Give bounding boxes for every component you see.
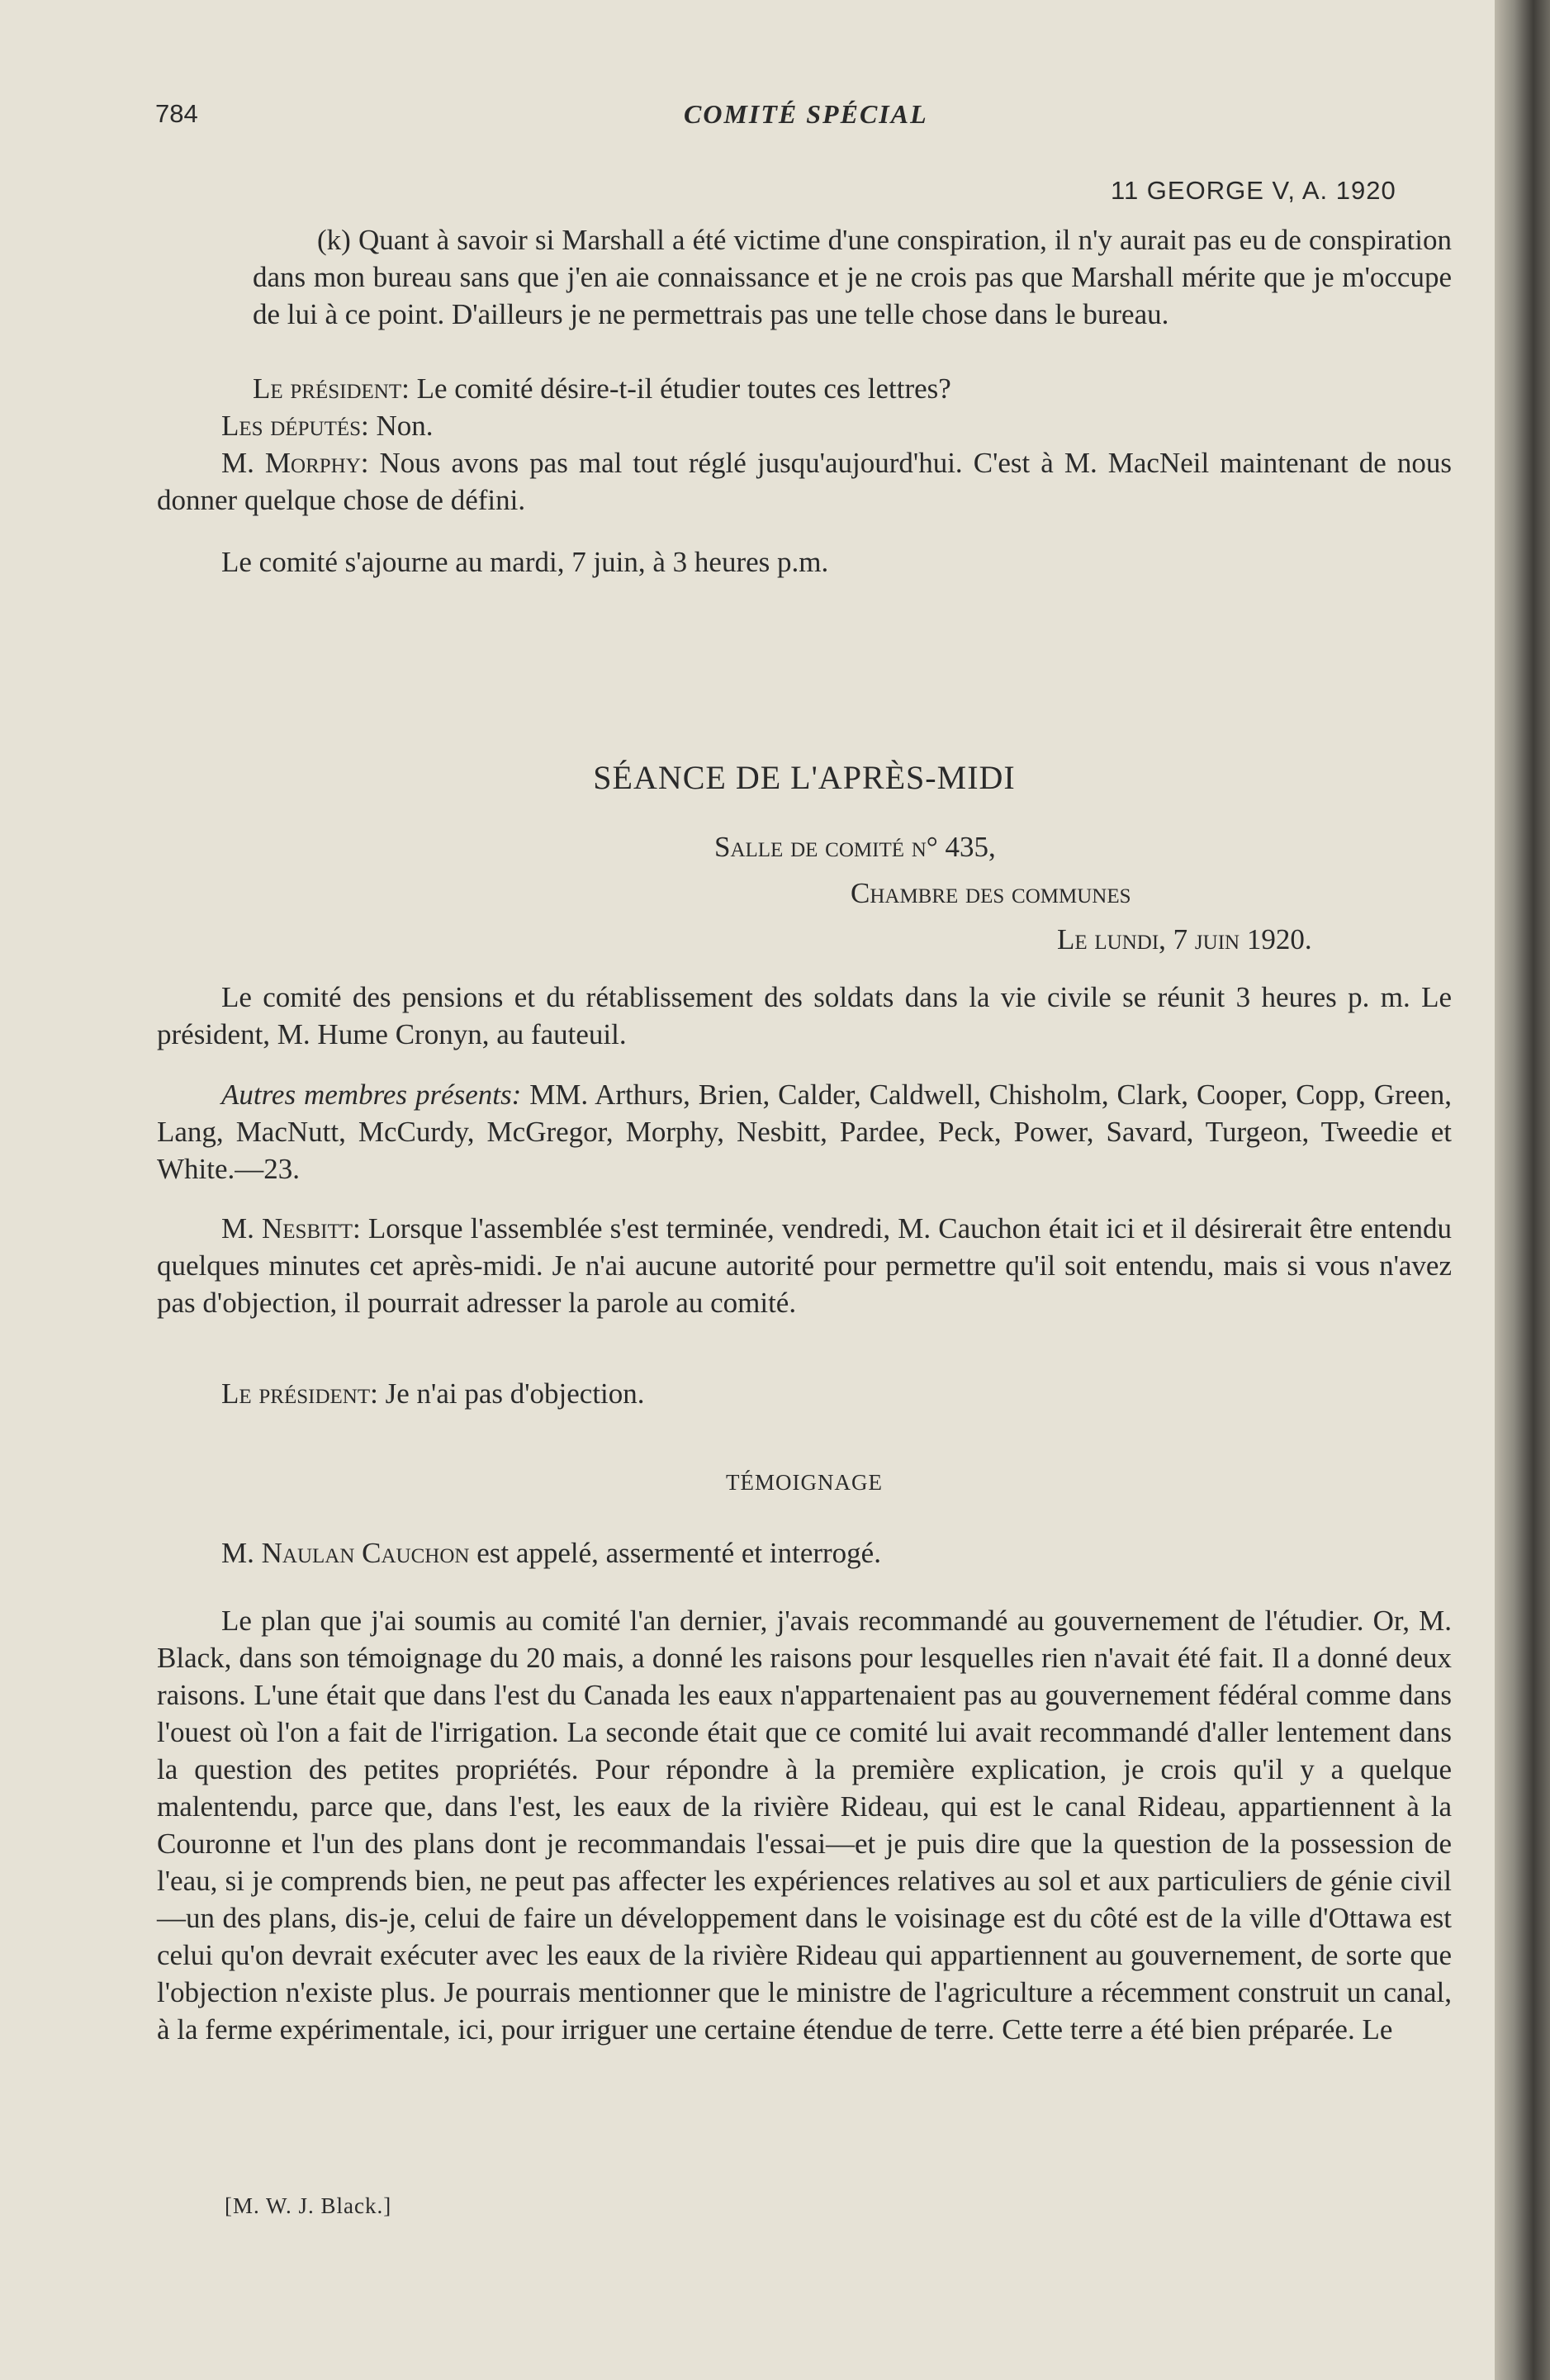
speech-text: Lorsque l'assemblée s'est terminée, vendredi, M. Cauchon était ici et il désirerait être entendu quelques minutes cet après-midi. Je n'ai aucune autorité pour permettre qu'il soit entendu, mais si vous n'avez pas d'objection, il pourrait adresser la parole au comité. bbox=[157, 1212, 1453, 1319]
members-label: Autres membres présents: bbox=[221, 1079, 522, 1111]
members-list: MM. Arthurs, Brien, Calder, Caldwell, Chisholm, Clark, Cooper, Copp, Green, Lang, MacNutt, McCurdy, McGregor, Morphy, Nesbitt, Pardee, Peck, Power, Savard, Turgeon, Tweedie et White.—23. bbox=[157, 1079, 1452, 1185]
convene-paragraph: Le comité des pensions et du rétablissement des soldats dans la vie civile se réunit 3 heures p. m. Le président, M. Hume Cronyn, au fauteuil. bbox=[157, 981, 1452, 1050]
room-line-2: Chambre des communes bbox=[851, 877, 1131, 909]
speaker-label: Le président: bbox=[221, 1377, 378, 1410]
speaker-label: Les députés: bbox=[221, 410, 369, 442]
testimony-paragraph: Le plan que j'ai soumis au comité l'an dernier, j'avais recommandé au gouvernement de l'étudier. Or, M. Black, dans son témoignage du 20 mais, a donné les raisons pour lesquelles rien n'avait été fait. Il a donné deux raisons. L'une était que dans l'est du Canada les eaux n'appartenaient pas au gouvernement fédéral comme dans l'ouest où l'on a fait de l'irrigation. La seconde était que ce comité lui avait recommandé d'aller lentement dans la question des petites propriétés. Pour répondre à la première explication, je crois qu'il y a quelque malentendu, parce que, dans l'est, les eaux de la rivière Rideau, qui est le canal Rideau, appartiennent à la Couronne et l'un des plans dont je recommandais l'essai—et je puis dire que la question de la possession de l'eau, si je comprends bien, ne peut pas affecter les expériences relatives au sol et aux particuliers de génie civil—un des plans, dis-je, celui de faire un développement dans le voisinage est du côté est de la ville d'Ottawa est celui qu'on devrait exécuter avec les eaux de la rivière Rideau qui appartiennent au gouvernement, de sorte que l'objection n'existe plus. Je pourrais mentionner que le ministre de l'agriculture a récemment construit un canal, à la ferme expérimentale, ici, pour irriguer une certaine étendue de terre. Cette terre a été bien préparée. Le bbox=[157, 1605, 1452, 2046]
deputes-answer bbox=[221, 407, 1420, 444]
witness-name: M. Naulan Cauchon bbox=[221, 1537, 470, 1569]
witness-line bbox=[157, 1534, 1452, 1572]
president-question bbox=[253, 370, 1452, 407]
witness-text: est appelé, assermenté et interrogé. bbox=[469, 1537, 881, 1569]
members-paragraph bbox=[157, 1076, 1452, 1188]
footer-attribution: [M. W. J. Black.] bbox=[225, 2193, 392, 2218]
adjournment-note: Le comité s'ajourne au mardi, 7 juin, à 3 heures p.m. bbox=[221, 546, 829, 578]
room-line-1: Salle de comité n° 435, bbox=[714, 831, 996, 863]
page-number: 784 bbox=[155, 99, 198, 128]
room-line-3: Le lundi, 7 juin 1920. bbox=[1057, 923, 1312, 955]
session-label: 11 GEORGE V, A. 1920 bbox=[1111, 176, 1396, 205]
speech-text: Nous avons pas mal tout réglé jusqu'aujourd'hui. C'est à M. MacNeil maintenant de nous donner quelque chose de défini. bbox=[157, 447, 1452, 516]
speaker-label: M. Nesbitt: bbox=[221, 1212, 361, 1245]
speech-text: Le comité désire-t-il étudier toutes ces lettres? bbox=[409, 372, 951, 405]
book-spine bbox=[1495, 0, 1550, 2380]
session-heading: SÉANCE DE L'APRÈS-MIDI bbox=[593, 759, 1016, 796]
president-reply bbox=[157, 1375, 1452, 1412]
speaker-label: M. Morphy: bbox=[221, 447, 369, 479]
speech-text: Non. bbox=[368, 410, 434, 442]
testimony-heading: TÉMOIGNAGE bbox=[726, 1470, 883, 1495]
running-title: COMITÉ SPÉCIAL bbox=[684, 99, 928, 129]
morphy-remark bbox=[157, 444, 1452, 519]
nesbitt-remark bbox=[157, 1210, 1452, 1321]
speech-text: Je n'ai pas d'objection. bbox=[377, 1377, 645, 1410]
speaker-label: Le président: bbox=[253, 372, 410, 405]
paragraph-k: (k) Quant à savoir si Marshall a été victime d'une conspiration, il n'y aurait pas eu de conspiration dans mon bureau sans que j'en aie connaissance et je ne crois pas que Marshall mérite que je m'occupe de lui à ce point. D'ailleurs je ne permettrais pas une telle chose dans le bureau. bbox=[253, 224, 1452, 330]
